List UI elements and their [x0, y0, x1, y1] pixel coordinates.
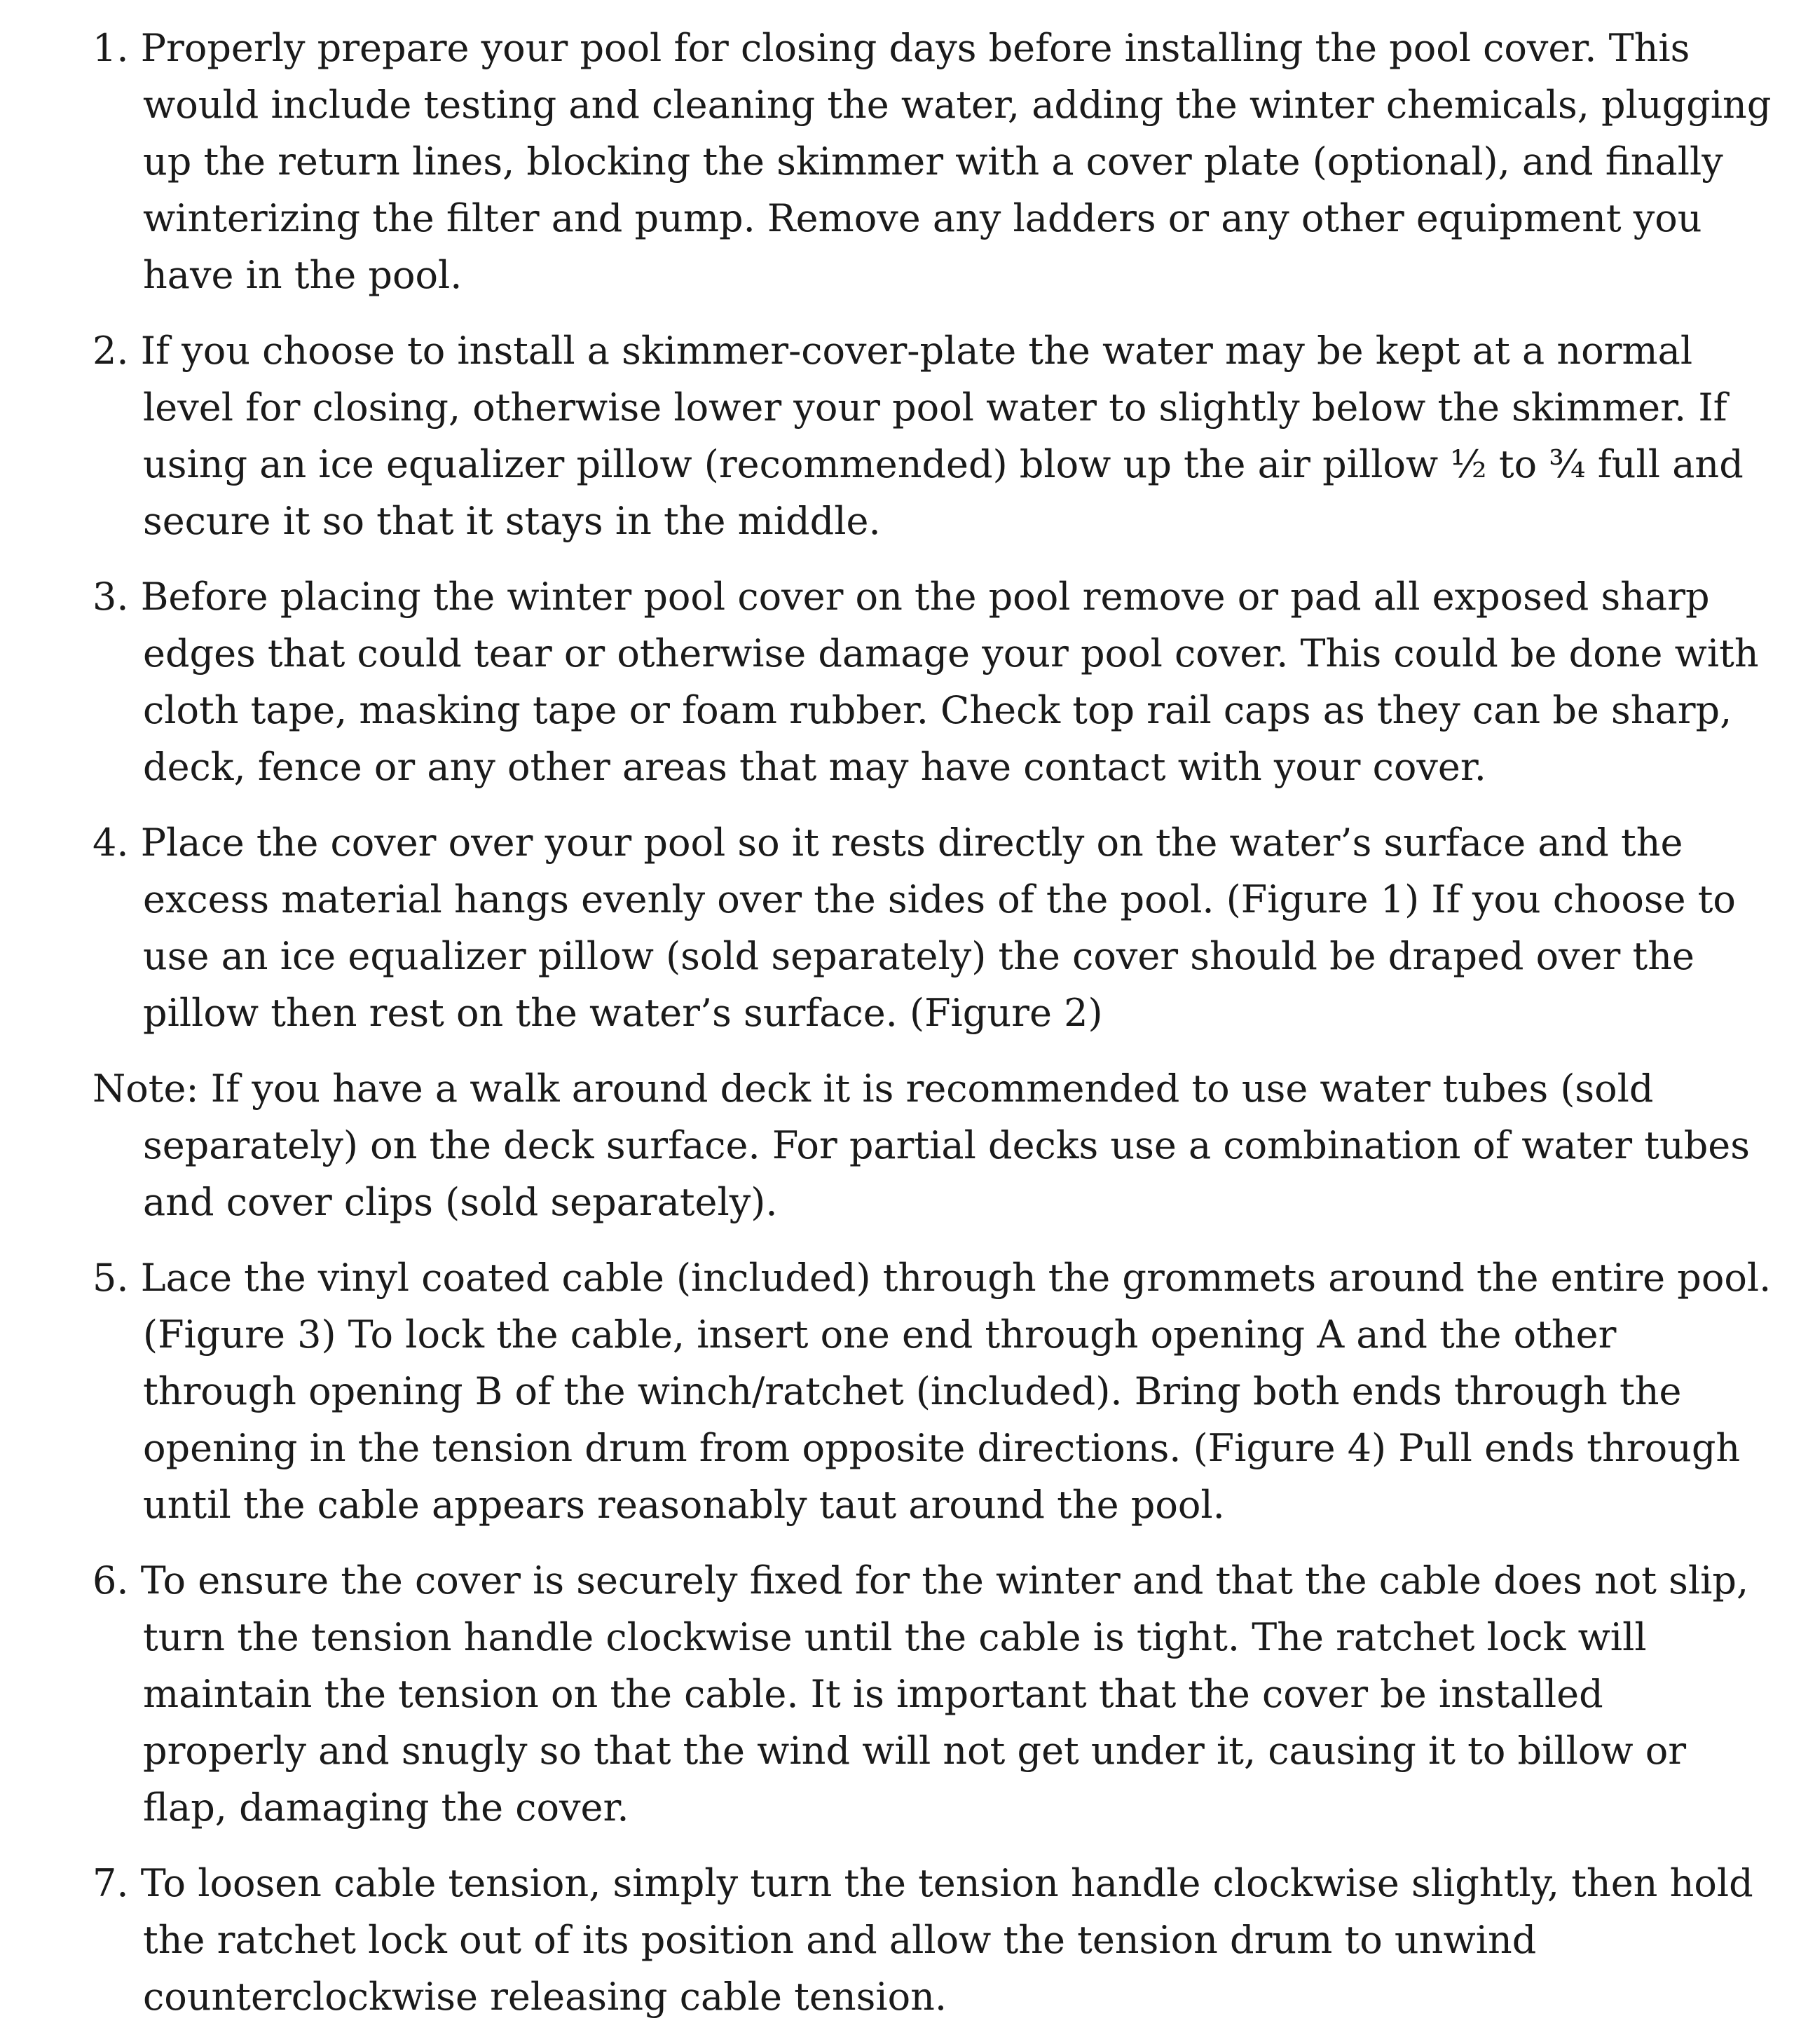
step-number: 2.	[93, 329, 129, 373]
step-number: 3.	[93, 575, 129, 619]
step-number: 7.	[93, 1861, 129, 1905]
note	[93, 1060, 1774, 1230]
step-number: 5.	[93, 1256, 129, 1300]
step-4	[93, 814, 1774, 1041]
instructions-document	[93, 20, 1774, 2044]
step-text: Before placing the winter pool cover on the pool remove or pad all exposed sharp edges that could tear or otherwise damage your pool cover. This could be done with cloth tape, masking tape or foam rubber. Check top rail caps as they can be sharp, deck, fence or any other areas that may have contact with your cover.	[140, 575, 1759, 789]
step-number: 1.	[93, 26, 129, 70]
step-text: Lace the vinyl coated cable (included) through the grommets around the entire pool. (Figure 3) To lock the cable, insert one end through opening A and the other through opening B of the winch/ratchet (included). Bring both ends through the opening in the tension drum from opposite directions. (Figure 4) Pull ends through until the cable appears reasonably taut around the pool.	[140, 1256, 1772, 1527]
step-5	[93, 1249, 1774, 1533]
step-6	[93, 1552, 1774, 1836]
note-text: If you have a walk around deck it is recommended to use water tubes (sold separately) on the deck surface. For partial decks use a combination of water tubes and cover clips (sold separately).	[143, 1066, 1750, 1224]
step-text: Properly prepare your pool for closing days before installing the pool cover. This would include testing and cleaning the water, adding the winter chemicals, plugging up the return lines, blocking the skimmer with a cover plate (optional), and finally winterizing the filter and pump. Remove any ladders or any other equipment you have in the pool.	[140, 26, 1772, 297]
step-7	[93, 1855, 1774, 2025]
step-number: 4.	[93, 821, 129, 865]
step-text: Place the cover over your pool so it rests directly on the water’s surface and the excess material hangs evenly over the sides of the pool. (Figure 1) If you choose to use an ice equalizer pillow (sold separately) the cover should be draped over the pillow then rest on the water’s surface. (Figure 2)	[140, 821, 1736, 1035]
step-text: If you choose to install a skimmer-cover-plate the water may be kept at a normal level for closing, otherwise lower your pool water to slightly below the skimmer. If using an ice equalizer pillow (recommended) blow up the air pillow ½ to ¾ full and secure it so that it stays in the middle.	[140, 329, 1744, 543]
step-2	[93, 322, 1774, 549]
step-text: To loosen cable tension, simply turn the tension handle clockwise slightly, then hold the ratchet lock out of its position and allow the tension drum to unwind counterclockwise releasing cable tension.	[140, 1861, 1753, 2019]
step-1	[93, 20, 1774, 303]
step-number: 6.	[93, 1558, 129, 1603]
note-label: Note:	[93, 1066, 199, 1111]
step-3	[93, 568, 1774, 795]
step-text: To ensure the cover is securely fixed for the winter and that the cable does not slip, turn the tension handle clockwise until the cable is tight. The ratchet lock will maintain the tension on the cable. It is important that the cover be installed properly and snugly so that the wind will not get under it, causing it to billow or flap, damaging the cover.	[140, 1558, 1749, 1830]
